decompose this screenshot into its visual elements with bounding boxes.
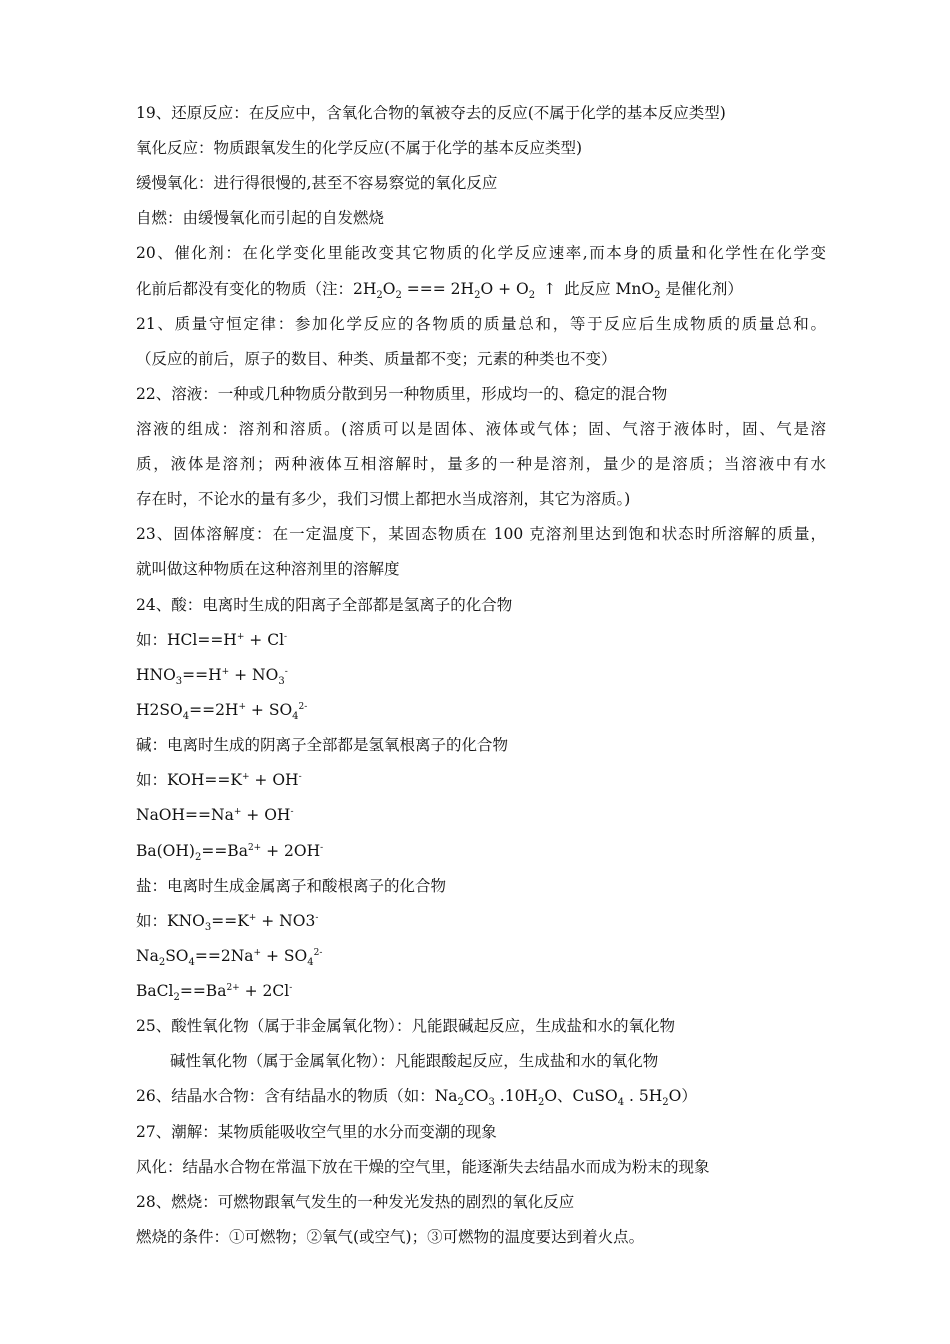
text-line: 就叫做这种物质在这种溶剂里的溶解度 xyxy=(136,560,400,578)
text-line: 21、质量守恒定律：参加化学反应的各物质的质量总和，等于反应后生成物质的质量总和。 xyxy=(136,315,826,333)
text-line: 碱：电离时生成的阴离子全部都是氢氧根离子的化合物 xyxy=(136,736,509,754)
text-line: 自燃：由缓慢氧化而引起的自发燃烧 xyxy=(136,209,385,227)
text-line: （反应的前后，原子的数目、种类、质量都不变；元素的种类也不变） xyxy=(136,350,617,368)
formula-line: 如：$KNO_3==K^+ + NO3^-$ xyxy=(136,912,319,933)
formula-line: $Ba(OH)_2==Ba^{2+} + 2OH^-$ xyxy=(136,842,324,863)
text-line: 质，液体是溶剂；两种液体互相溶解时，量多的一种是溶剂，量少的是溶质；当溶液中有水 xyxy=(136,455,826,473)
formula-line: $Na_2SO_4==2Na^+ + SO_4^{2-}$ xyxy=(136,947,323,968)
text-line: 氧化反应：物质跟氧发生的化学反应(不属于化学的基本反应类型) xyxy=(136,139,583,157)
text-line: 存在时，不论水的量有多少，我们习惯上都把水当成溶剂，其它为溶质。) xyxy=(136,490,631,508)
text-line: 盐：电离时生成金属离子和酸根离子的化合物 xyxy=(136,877,447,895)
text-line: 25、酸性氧化物（属于非金属氧化物）：凡能跟碱起反应，生成盐和水的氧化物 xyxy=(136,1017,675,1035)
text-line: 风化：结晶水合物在常温下放在干燥的空气里，能逐渐失去结晶水而成为粉末的现象 xyxy=(136,1158,710,1176)
hydrate-line: 26、结晶水合物：含有结晶水的物质（如：$Na_2CO_3$ $.10H_2O$、CuSO$_4$ . $5H_2O$） xyxy=(136,1087,697,1108)
text-line: 23、固体溶解度：在一定温度下，某固态物质在 100 克溶剂里达到饱和状态时所溶解的质量， xyxy=(136,525,826,543)
text-line: 缓慢氧化：进行得很慢的,甚至不容易察觉的氧化反应 xyxy=(136,174,498,192)
text-line: 27、潮解：某物质能吸收空气里的水分而变潮的现象 xyxy=(136,1123,497,1141)
text-line: 碱性氧化物（属于金属氧化物）：凡能跟酸起反应，生成盐和水的氧化物 xyxy=(170,1052,659,1070)
up-arrow-icon: ↑ xyxy=(543,280,557,298)
text-line: 溶液的组成：溶剂和溶质。(溶质可以是固体、液体或气体；固、气溶于液体时，固、气是溶 xyxy=(136,420,826,438)
text-line: 24、酸：电离时生成的阳离子全部都是氢离子的化合物 xyxy=(136,596,513,614)
text-line: 19、还原反应：在反应中，含氧化合物的氧被夺去的反应(不属于化学的基本反应类型) xyxy=(136,104,726,122)
text-line: 燃烧的条件：①可燃物；②氧气(或空气)；③可燃物的温度要达到着火点。 xyxy=(136,1228,645,1246)
catalyst-equation-line: 化前后都没有变化的物质（注：$2H_2O_2$ === $2H_2O + O_2$ ↑ 此反应 MnO$_2$ 是催化剂） xyxy=(136,276,826,302)
formula-line: $H2SO_4==2H^+ + SO_4^{2-}$ xyxy=(136,701,308,722)
formula-line: $HNO_3==H^+ + NO_3^-$ xyxy=(136,666,288,687)
text-line: 28、燃烧：可燃物跟氧气发生的一种发光发热的剧烈的氧化反应 xyxy=(136,1193,575,1211)
formula-line: NaOH==Na+ + OH- xyxy=(136,806,294,824)
formula-line: 如：KOH==K+ + OH- xyxy=(136,771,302,789)
text-line: 22、溶液：一种或几种物质分散到另一种物质里，形成均一的、稳定的混合物 xyxy=(136,385,668,403)
text-line: 20、催化剂：在化学变化里能改变其它物质的化学反应速率,而本身的质量和化学性在化学变 xyxy=(136,244,826,262)
formula-line: $BaCl_2==Ba^{2+} + 2Cl^-$ xyxy=(136,982,293,1003)
formula-line: 如：HCl==H+ + Cl- xyxy=(136,631,288,649)
